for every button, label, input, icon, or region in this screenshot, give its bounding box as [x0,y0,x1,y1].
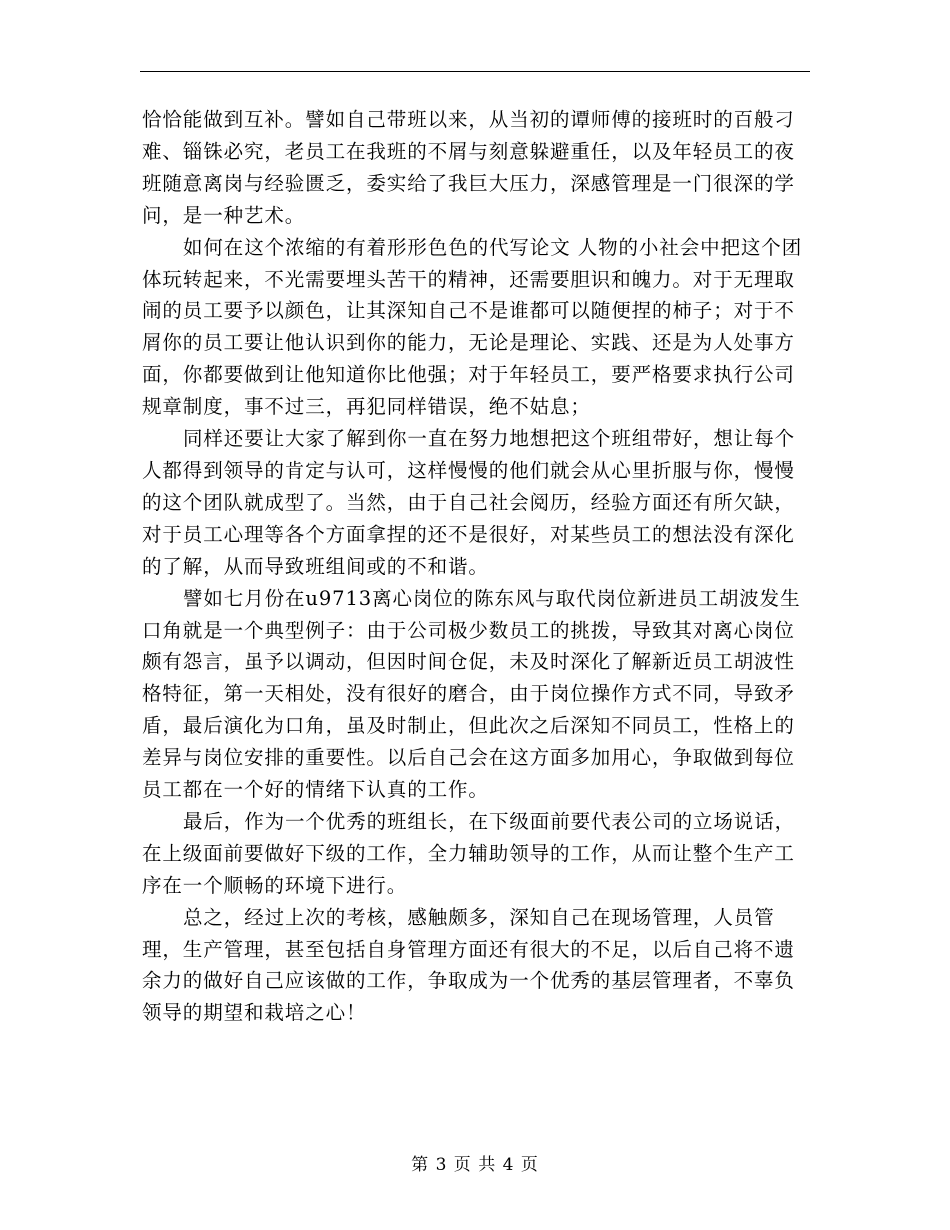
page-number-footer: 第 3 页 共 4 页 [411,1155,539,1175]
paragraph-5: 最后，作为一个优秀的班组长，在下级面前要代表公司的立场说话，在上级面前要做好下级的工作，全力辅助领导的工作，从而让整个生产工序在一个顺畅的环境下进行。 [142,809,796,897]
paragraph-6: 总之，经过上次的考核，感触颇多，深知自己在现场管理，人员管理，生产管理，甚至包括自身管理方面还有很大的不足，以后自己将不遗余力的做好自己应该做的工作，争取成为一个优秀的基层管理者，不辜负领导的期望和栽培之心！ [142,905,795,1025]
paragraph-4: 譬如七月份在u9713离心岗位的陈东风与取代岗位新进员工胡波发生口角就是一个典型例子：由于公司极少数员工的挑拨，导致其对离心岗位颇有怨言，虽予以调动，但因时间仓促，未及时深化了解新近员工胡波性格特征，第一天相处，没有很好的磨合，由于岗位操作方式不同，导致矛盾，最后演化为口角，虽及时制止，但此次之后深知不同员工，性格上的差异与岗位安排的重要性。以后自己会在这方面多加用心，争取做到每位员工都在一个好的情绪下认真的工作。 [142,586,801,802]
paragraph-3: 同样还要让大家了解到你一直在努力地想把这个班组带好，想让每个人都得到领导的肯定与认可，这样慢慢的他们就会从心里折服与你，慢慢的这个团队就成型了。当然，由于自己社会阅历，经验方面还有所欠缺，对于员工心理等各个方面拿捏的还不是很好，对某些员工的想法没有深化的了解，从而导致班组间或的不和谐。 [142,427,796,578]
paragraph-2: 如何在这个浓缩的有着形形色色的代写论文 人物的小社会中把这个团体玩转起来，不光需要埋头苦干的精神，还需要胆识和魄力。对于无理取闹的员工要予以颜色，让其深知自己不是谁都可以随便捏的柿子；对于不屑你的员工要让他认识到你的能力，无论是理论、实践、还是为人处事方面，你都要做到让他知道你比他强；对于年轻员工，要严格要求执行公司规章制度，事不过三，再犯同样错误，绝不姑息； [142,235,803,419]
header-rule [140,71,810,72]
paragraph-1: 恰恰能做到互补。譬如自己带班以来，从当初的谭师傅的接班时的百般刁难、锱铢必究，老员工在我班的不屑与刻意躲避重任，以及年轻员工的夜班随意离岗与经验匮乏，委实给了我巨大压力，深感管理是一门很深的学问，是一种艺术。 [142,108,795,227]
document-body [142,104,812,1029]
